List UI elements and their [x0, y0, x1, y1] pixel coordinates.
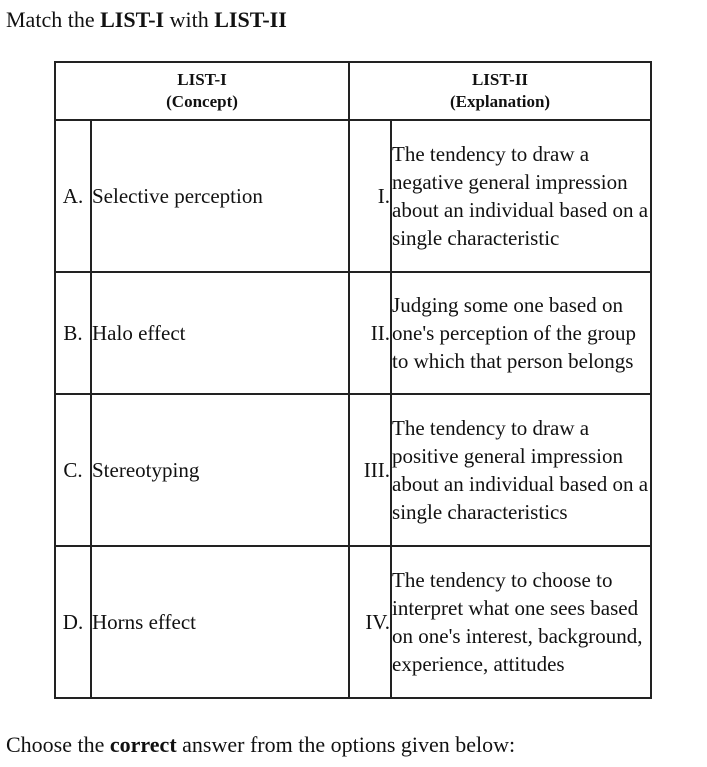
header-list-1-title: LIST-I [177, 70, 227, 89]
row-explanation: Judging some one based on one's perception of the group to which that person belongs [391, 272, 651, 394]
header-list-1-subtitle: (Concept) [166, 92, 238, 111]
header-list-2-subtitle: (Explanation) [449, 92, 551, 111]
list-2-label: LIST-II [214, 7, 287, 32]
row-explanation: The tendency to draw a negative general impression about an individual based on a single characteristic [391, 120, 651, 272]
question-prefix: Choose the [6, 732, 110, 757]
row-letter: C. [55, 394, 91, 546]
header-row [55, 62, 651, 120]
row-letter: B. [55, 272, 91, 394]
table-row [55, 272, 651, 394]
question-suffix: answer from the options given below: [176, 732, 516, 757]
instruction-prefix: Match the [6, 7, 101, 32]
row-numeral: III. [349, 394, 391, 546]
instruction-text [6, 6, 287, 34]
row-numeral: I. [349, 120, 391, 272]
header-list-1 [55, 62, 349, 120]
instruction-middle: with [164, 7, 215, 32]
list-1-label: LIST-I [100, 7, 165, 32]
match-table [54, 61, 652, 699]
row-numeral: IV. [349, 546, 391, 698]
table-row [55, 546, 651, 698]
row-concept: Stereotyping [91, 394, 349, 546]
row-concept: Halo effect [91, 272, 349, 394]
row-numeral: II. [349, 272, 391, 394]
table-row [55, 120, 651, 272]
row-explanation: The tendency to choose to interpret what one sees based on one's interest, background, experience, attitudes [391, 546, 651, 698]
row-concept: Selective perception [91, 120, 349, 272]
table-row [55, 394, 651, 546]
row-letter: D. [55, 546, 91, 698]
row-concept: Horns effect [91, 546, 349, 698]
header-list-2-title: LIST-II [471, 70, 529, 89]
question-emphasis: correct [109, 732, 177, 757]
row-letter: A. [55, 120, 91, 272]
question-text [6, 731, 515, 759]
row-explanation: The tendency to draw a positive general impression about an individual based on a single characteristics [391, 394, 651, 546]
header-list-2 [349, 62, 651, 120]
